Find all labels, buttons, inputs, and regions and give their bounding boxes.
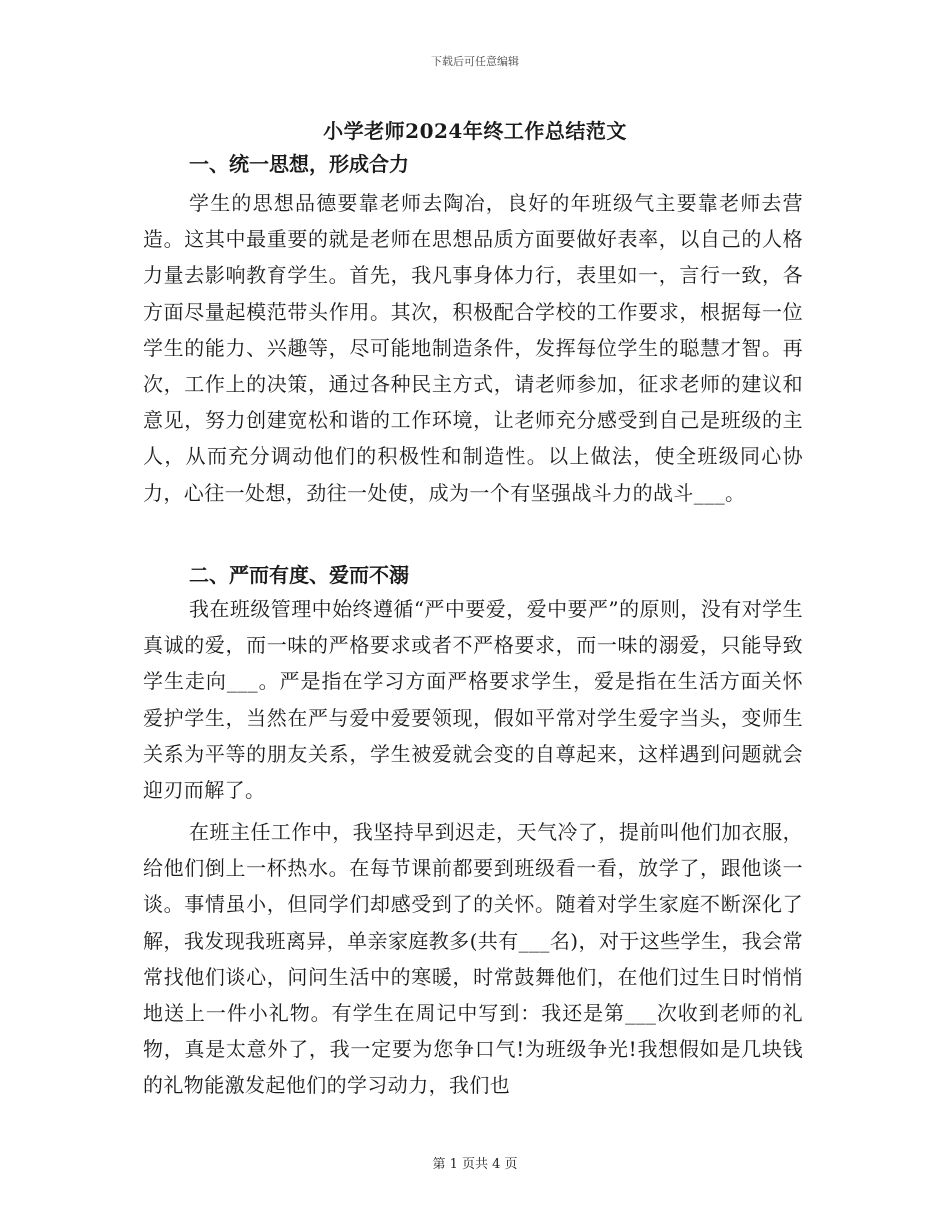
paragraph-2-2: 在班主任工作中，我坚持早到迟走，天气冷了，提前叫他们加衣服，给他们倒上一杯热水。在每节课前都要到班级看一看，放学了，跟他谈一谈。事情虽小，但同学们却感受到了的关怀。随着对学生家庭不断深化了解，我发现我班离异，单亲家庭教多(共有___名)，对于这些学生，我会常常找他们谈心，问问生活中的寒暖，时常鼓舞他们，在他们过生日时悄悄地送上一件小礼物。有学生在周记中写到：我还是第___次收到老师的礼物，真是太意外了，我一定要为您争口气!为班级争光!我想假如是几块钱的礼物能激发起他们的学习动力，我们也 (143, 820, 803, 1098)
paragraph-2-1: 我在班级管理中始终遵循“严中要爱，爱中要严”的原则，没有对学生真诚的爱，而一味的严格要求或者不严格要求，而一味的溺爱，只能导致学生走向___。严是指在学习方面严格要求学生，爱是指在生活方面关怀爱护学生，当然在严与爱中爱要领现，假如平常对学生爱字当头，变师生关系为平等的朋友关系，学生被爱就会变的自尊起来，这样遇到问题就会迎刃而解了。 (143, 597, 803, 803)
page-number: 第 1 页共 4 页 (432, 1157, 518, 1172)
document-title: 小学老师2024年终工作总结范文 (323, 119, 627, 143)
section-heading-2: 二、严而有度、爱而不溺 (189, 563, 409, 587)
header-note: 下载后可任意编辑 (431, 55, 519, 68)
paragraph-1-1: 学生的思想品德要靠老师去陶冶，良好的年班级气主要靠老师去营造。这其中最重要的就是老师在思想品质方面要做好表率，以自己的人格力量去影响教育学生。首先，我凡事身体力行，表里如一，言行一致，各方面尽量起模范带头作用。其次，积极配合学校的工作要求，根据每一位学生的能力、兴趣等，尽可能地制造条件，发挥每位学生的聪慧才智。再次，工作上的决策，通过各种民主方式，请老师参加，征求老师的建议和意见，努力创建宽松和谐的工作环境，让老师充分感受到自己是班级的主人，从而充分调动他们的积极性和制造性。以上做法，使全班级同心协力，心往一处想，劲往一处使，成为一个有坚强战斗力的战斗___。 (143, 191, 803, 505)
section-heading-1: 一、统一思想，形成合力 (189, 152, 409, 176)
